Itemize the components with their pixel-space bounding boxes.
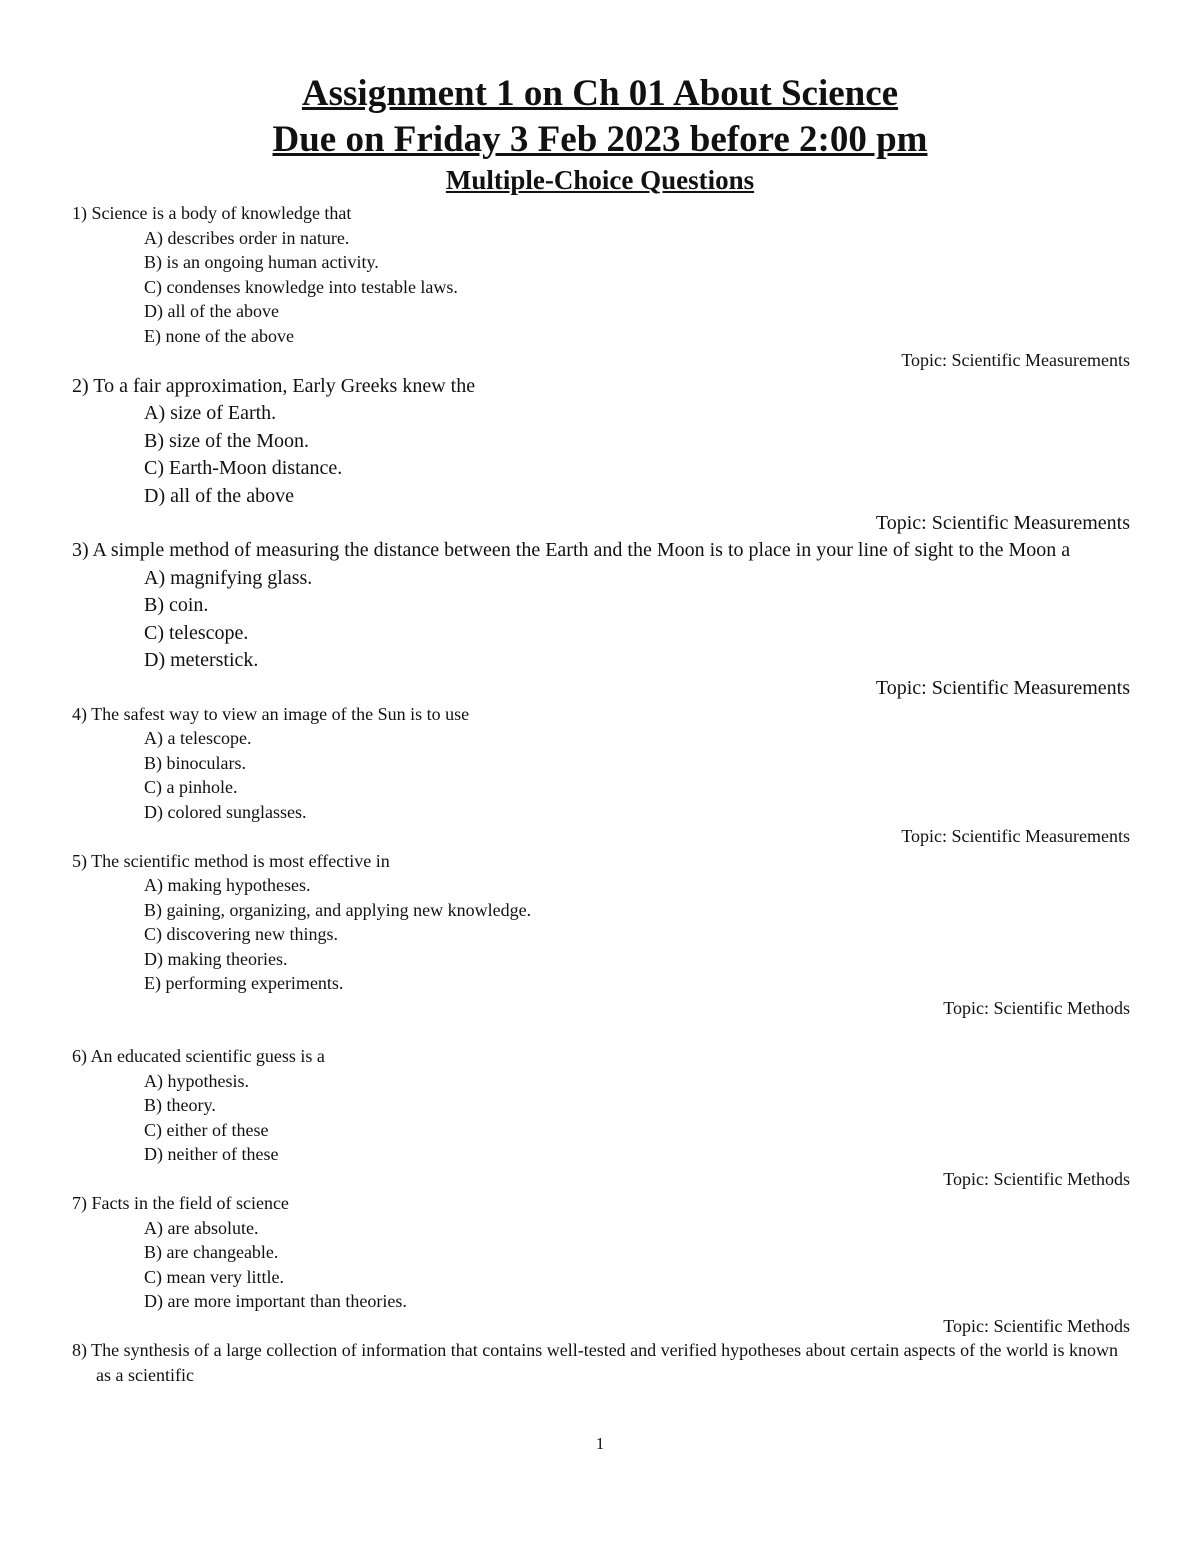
question-topic: Topic: Scientific Methods <box>943 997 1130 1018</box>
question-6 <box>72 1044 1130 1191</box>
answer-option: A) magnifying glass. <box>144 566 313 589</box>
answer-option: D) meterstick. <box>144 649 259 671</box>
answer-option: C) Earth-Moon distance. <box>144 457 343 479</box>
answer-option: A) are absolute. <box>144 1217 259 1238</box>
page-number: 1 <box>595 1434 605 1453</box>
answer-option: C) mean very little. <box>144 1266 284 1287</box>
answer-option: D) all of the above <box>144 484 294 507</box>
question-topic: Topic: Scientific Measurements <box>901 826 1130 846</box>
section-title: Multiple-Choice Questions <box>445 165 755 195</box>
answer-option: B) are changeable. <box>144 1242 279 1262</box>
question-4 <box>72 702 1130 849</box>
answer-option: D) all of the above <box>144 301 279 321</box>
answer-option: B) gaining, organizing, and applying new knowledge. <box>144 899 532 920</box>
answer-option: B) is an ongoing human activity. <box>144 252 379 272</box>
answer-option: C) condenses knowledge into testable laws. <box>144 276 458 297</box>
question-stem: 3) A simple method of measuring the distance between the Earth and the Moon is to place in your line of sight to the Moon a <box>72 539 1071 561</box>
question-3 <box>72 537 1130 702</box>
question-topic: Topic: Scientific Measurements <box>875 676 1130 699</box>
question-stem: 2) To a fair approximation, Early Greeks knew the <box>72 374 476 397</box>
answer-option: D) neither of these <box>144 1144 279 1164</box>
question-1 <box>72 201 1130 373</box>
question-topic: Topic: Scientific Measurements <box>901 350 1130 370</box>
answer-option: D) are more important than theories. <box>144 1291 407 1311</box>
question-stem: 4) The safest way to view an image of the Sun is to use <box>72 703 470 724</box>
answer-option: A) describes order in nature. <box>144 227 350 248</box>
answer-option: A) hypothesis. <box>144 1070 249 1091</box>
answer-option: E) none of the above <box>144 325 294 346</box>
answer-option: C) discovering new things. <box>144 924 338 944</box>
answer-option: D) making theories. <box>144 948 288 969</box>
answer-option: B) coin. <box>144 594 209 616</box>
question-stem: 5) The scientific method is most effective in <box>72 850 390 871</box>
answer-option: C) telescope. <box>144 621 249 644</box>
question-topic: Topic: Scientific Measurements <box>875 512 1130 534</box>
question-2 <box>72 373 1130 538</box>
question-7 <box>72 1191 1130 1338</box>
question-stem: 7) Facts in the field of science <box>72 1193 289 1213</box>
question-5 <box>72 849 1130 1021</box>
question-stem: 1) Science is a body of knowledge that <box>72 203 352 223</box>
question-8 <box>72 1338 1130 1387</box>
blank-line <box>72 1020 1130 1044</box>
question-stem: 6) An educated scientific guess is a <box>72 1046 325 1066</box>
answer-option: C) a pinhole. <box>144 777 238 797</box>
assignment-title: Assignment 1 on Ch 01 About Science <box>301 73 899 114</box>
question-list <box>72 201 1130 1387</box>
question-stem: 8) The synthesis of a large collection of information that contains well-tested and verified hypotheses about certain aspects of the world is known as a scientific <box>72 1340 1119 1385</box>
answer-option: E) performing experiments. <box>144 973 344 993</box>
due-date-title: Due on Friday 3 Feb 2023 before 2:00 pm <box>272 119 928 160</box>
question-topic: Topic: Scientific Methods <box>943 1315 1130 1336</box>
answer-option: B) size of the Moon. <box>144 429 309 452</box>
answer-option: B) binoculars. <box>144 752 246 773</box>
answer-option: B) theory. <box>144 1095 216 1115</box>
answer-option: C) either of these <box>144 1119 269 1140</box>
answer-option: D) colored sunglasses. <box>144 801 307 822</box>
question-topic: Topic: Scientific Methods <box>943 1168 1130 1189</box>
answer-option: A) making hypotheses. <box>144 875 311 895</box>
answer-option: A) a telescope. <box>144 728 252 748</box>
answer-option: A) size of Earth. <box>144 402 277 424</box>
